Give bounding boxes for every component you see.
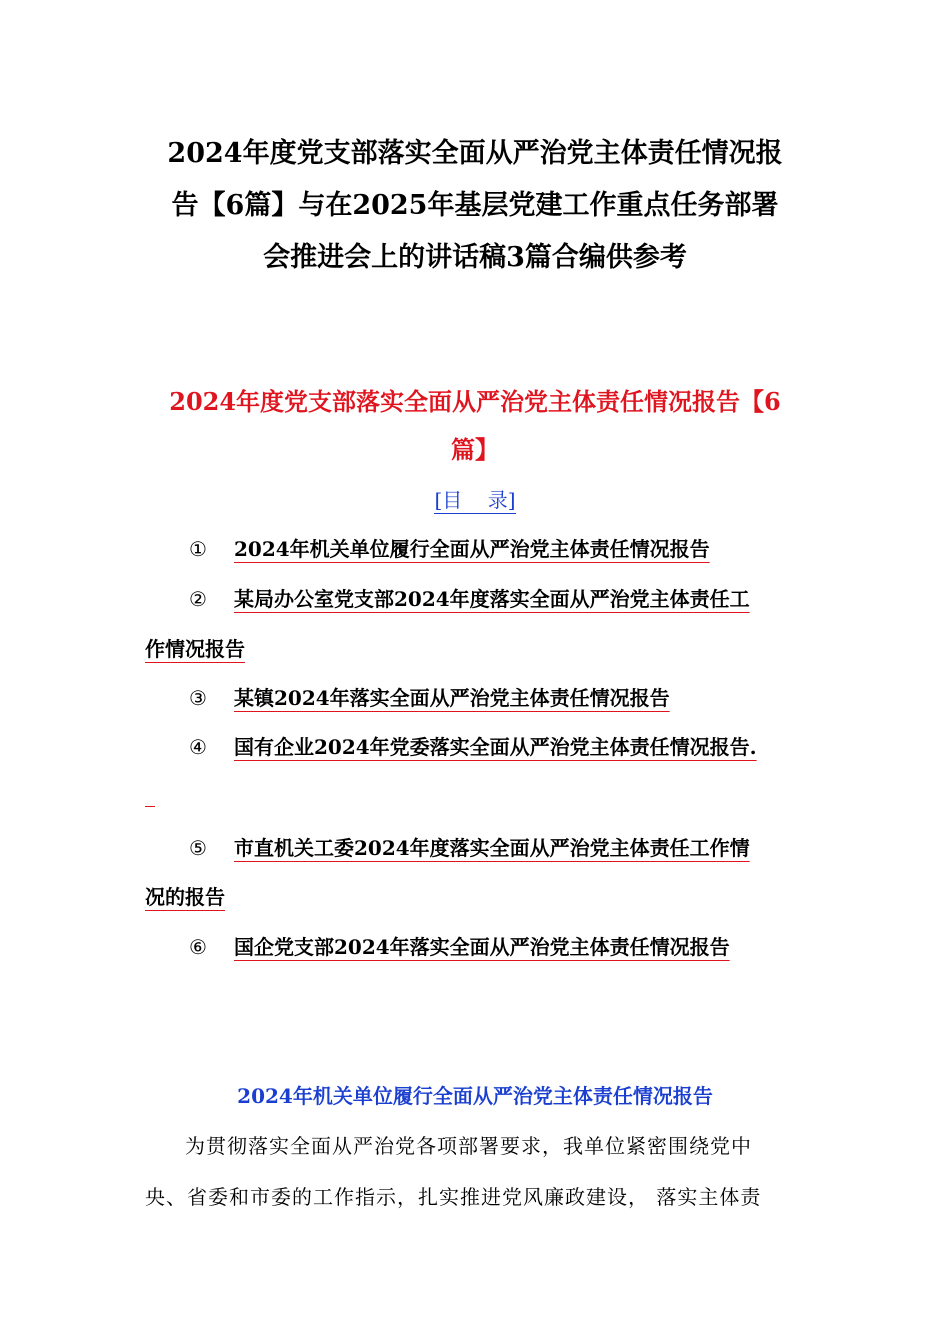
toc-item-1[interactable] [145,525,815,573]
body-paragraph-line-2: 央、省委和市委的工作指示，扎实推进党风廉政建设， 落实主体责 [145,1185,762,1209]
toc-link-3[interactable]: 某镇2024年落实全面从严治党主体责任情况报告 [234,686,670,710]
section-title [130,378,820,474]
toc-item-3[interactable] [145,674,815,722]
toc-link-1[interactable]: 2024年机关单位履行全面从严治党主体责任情况报告 [234,537,710,561]
toc-marker-5: ⑤ [189,836,207,860]
toc-heading[interactable] [0,486,950,514]
toc-heading-link[interactable]: [目 录] [434,488,516,512]
toc-item-5[interactable] [145,824,815,872]
toc-link-5[interactable]: 市直机关工委2024年度落实全面从严治党主体责任工作情 [234,836,750,860]
toc-link-2[interactable]: 某局办公室党支部2024年度落实全面从严治党主体责任工 [234,587,750,611]
document-title [120,128,830,284]
section-title-line-2: 篇】 [451,435,499,464]
toc-item-2[interactable] [145,575,815,623]
toc-item-5-continued[interactable] [145,873,225,921]
toc-link-4[interactable]: 国有企业2024年党委落实全面从严治党主体责任情况报告. [234,735,757,759]
document-title-line-2: 告【6篇】与在2025年基层党建工作重点任务部署 [171,190,779,221]
toc-marker-3: ③ [189,686,207,710]
toc-marker-4: ④ [189,735,207,759]
toc-marker-2: ② [189,587,207,611]
toc-marker-6: ⑥ [189,935,207,959]
toc-link-6[interactable]: 国企党支部2024年落实全面从严治党主体责任情况报告 [234,935,730,959]
toc-link-2-cont[interactable]: 作情况报告 [145,637,245,661]
toc-marker-1: ① [189,537,207,561]
document-title-line-1: 2024年度党支部落实全面从严治党主体责任情况报 [167,138,783,169]
toc-item-4[interactable] [145,723,815,771]
document-title-line-3: 会推进会上的讲话稿3篇合编供参考 [263,242,687,273]
toc-item-4-underline-stub [145,806,155,807]
toc-item-6[interactable] [145,923,815,971]
body-paragraph-line-1: 为贯彻落实全面从严治党各项部署要求，我单位紧密围绕党中 [185,1134,752,1158]
section-title-line-1: 2024年度党支部落实全面从严治党主体责任情况报告【6 [169,387,781,416]
toc-item-2-continued[interactable] [145,625,245,673]
toc-link-5-cont[interactable]: 况的报告 [145,885,225,909]
subsection-title: 2024年机关单位履行全面从严治党主体责任情况报告 [237,1084,713,1108]
